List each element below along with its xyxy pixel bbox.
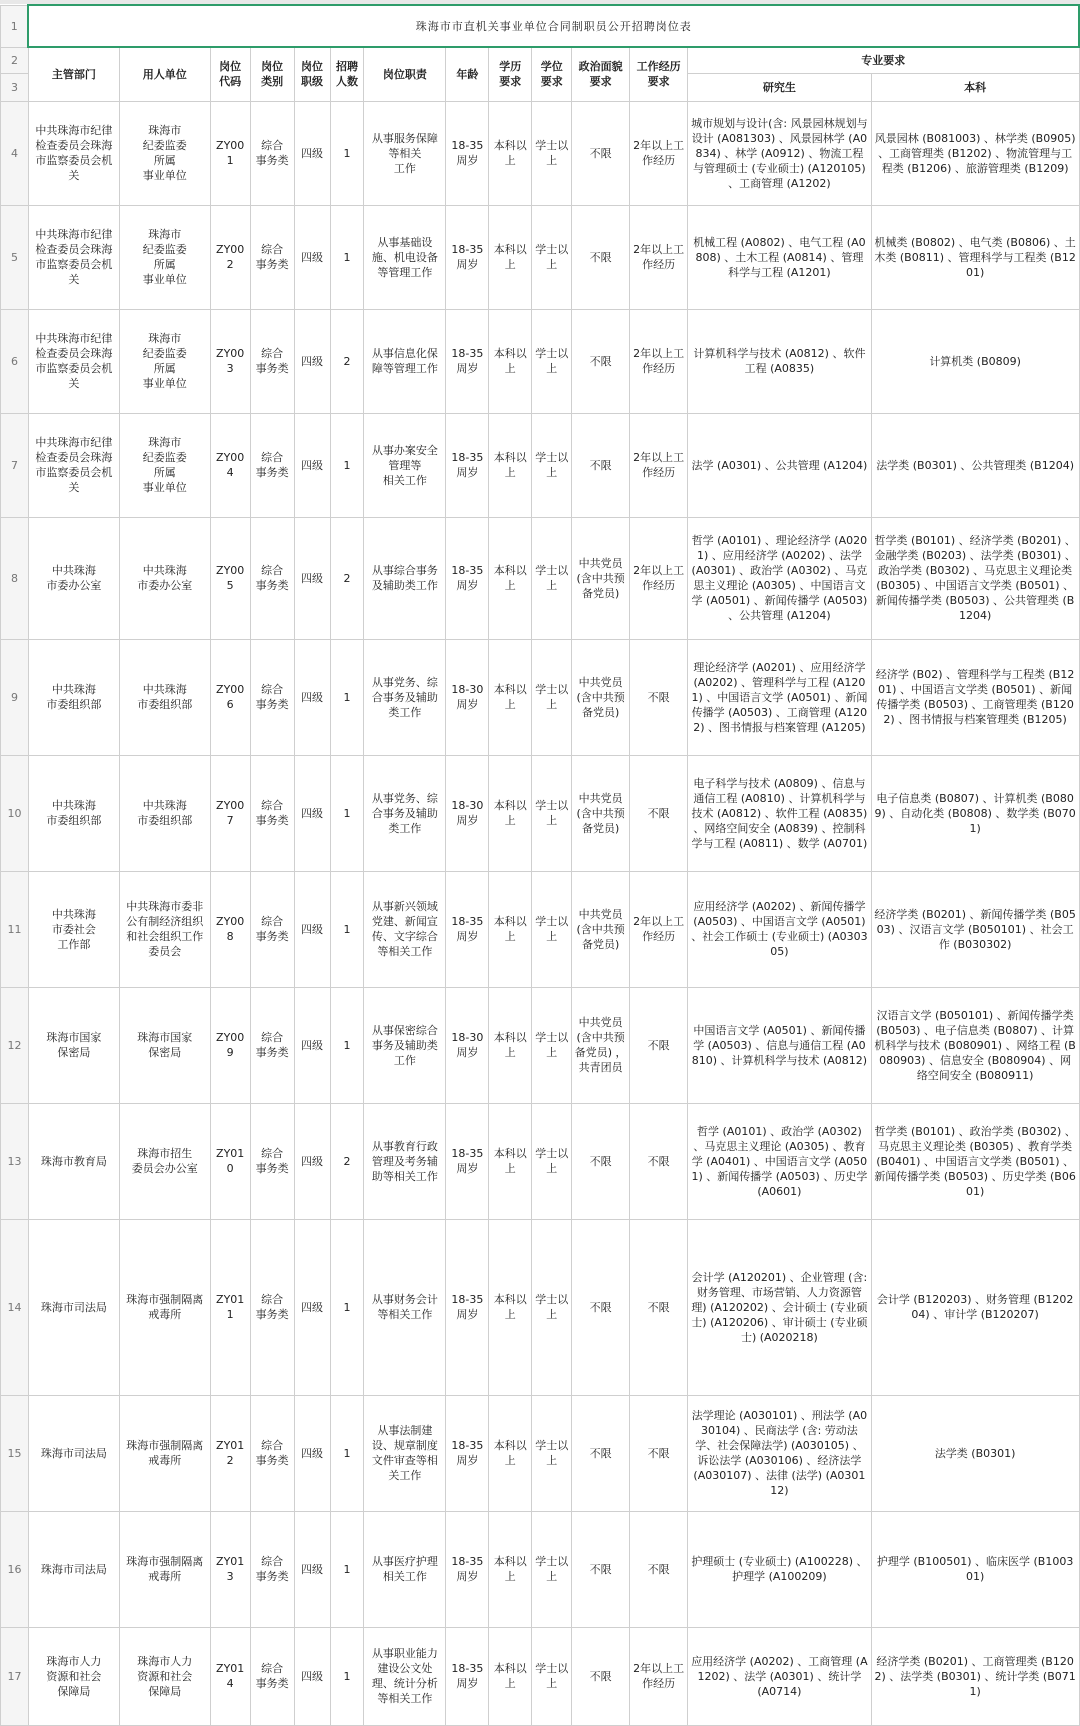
cell-edu: 本科以上 <box>489 755 532 871</box>
row-number: 11 <box>1 871 29 987</box>
cell-graduate-major: 应用经济学 (A0202) 、工商管理 (A1202) 、法学 (A0301) 、统计学 (A0714) <box>688 1627 872 1725</box>
cell-age: 18-35周岁 <box>446 871 489 987</box>
cell-graduate-major: 计算机科学与技术 (A0812) 、软件工程 (A0835) <box>688 309 872 413</box>
cell-code: ZY012 <box>210 1395 250 1511</box>
cell-level: 四级 <box>294 413 330 517</box>
cell-edu: 本科以上 <box>489 1511 532 1627</box>
row-number: 2 <box>1 47 29 73</box>
table-row <box>1 517 1080 639</box>
cell-age: 18-30周岁 <box>446 987 489 1103</box>
cell-edu: 本科以上 <box>489 1219 532 1395</box>
cell-type: 综合 事务类 <box>250 309 294 413</box>
cell-degree: 学士以上 <box>532 101 572 205</box>
cell-edu: 本科以上 <box>489 309 532 413</box>
cell-type: 综合 事务类 <box>250 1627 294 1725</box>
cell-duty: 从事法制建设、规章制度文件审查等相关工作 <box>364 1395 446 1511</box>
cell-dept: 珠海市司法局 <box>28 1511 119 1627</box>
cell-type: 综合 事务类 <box>250 101 294 205</box>
cell-code: ZY010 <box>210 1103 250 1219</box>
cell-count: 1 <box>330 871 364 987</box>
cell-graduate-major: 哲学 (A0101) 、政治学 (A0302) 、马克思主义理论 (A0305) 、教育学 (A0401) 、中国语言文学 (A0501) 、新闻传播学 (A0503) 、历史学 (A0601) <box>688 1103 872 1219</box>
cell-undergrad-major: 护理学 (B100501) 、临床医学 (B100301) <box>871 1511 1079 1627</box>
cell-undergrad-major: 法学类 (B0301) 、公共管理类 (B1204) <box>871 413 1079 517</box>
cell-level: 四级 <box>294 205 330 309</box>
cell-undergrad-major: 经济学类 (B0201) 、新闻传播学类 (B0503) 、汉语言文学 (B050101) 、社会工作 (B030302) <box>871 871 1079 987</box>
cell-employer: 中共珠海 市委组织部 <box>119 755 210 871</box>
cell-count: 2 <box>330 517 364 639</box>
cell-count: 1 <box>330 1627 364 1725</box>
cell-age: 18-35周岁 <box>446 101 489 205</box>
cell-undergrad-major: 风景园林 (B081003) 、林学类 (B0905) 、工商管理类 (B1202) 、物流管理与工程类 (B1206) 、旅游管理类 (B1209) <box>871 101 1079 205</box>
row-number: 3 <box>1 73 29 101</box>
cell-duty: 从事财务会计等相关工作 <box>364 1219 446 1395</box>
cell-code: ZY004 <box>210 413 250 517</box>
cell-politics: 不限 <box>572 101 630 205</box>
row-number: 17 <box>1 1627 29 1725</box>
cell-dept: 中共珠海市纪律检查委员会珠海市监察委员会机关 <box>28 101 119 205</box>
table-row <box>1 755 1080 871</box>
cell-experience: 不限 <box>630 639 688 755</box>
cell-dept: 中共珠海市纪律检查委员会珠海市监察委员会机关 <box>28 413 119 517</box>
header-undergrad: 本科 <box>871 73 1079 101</box>
header-dept: 主管部门 <box>28 47 119 101</box>
cell-employer: 珠海市强制隔离戒毒所 <box>119 1219 210 1395</box>
cell-employer: 中共珠海 市委组织部 <box>119 639 210 755</box>
cell-undergrad-major: 汉语言文学 (B050101) 、新闻传播学类 (B0503) 、电子信息类 (B0807) 、计算机科学与技术 (B080901) 、网络工程 (B080903) 、信息安全 (B080904) 、网络空间安全 (B080911) <box>871 987 1079 1103</box>
cell-degree: 学士以上 <box>532 413 572 517</box>
cell-duty: 从事办案安全管理等 相关工作 <box>364 413 446 517</box>
cell-code: ZY008 <box>210 871 250 987</box>
row-number: 8 <box>1 517 29 639</box>
row-number: 12 <box>1 987 29 1103</box>
cell-undergrad-major: 会计学 (B120203) 、财务管理 (B120204) 、审计学 (B120207) <box>871 1219 1079 1395</box>
cell-code: ZY003 <box>210 309 250 413</box>
cell-type: 综合 事务类 <box>250 987 294 1103</box>
cell-graduate-major: 机械工程 (A0802) 、电气工程 (A0808) 、土木工程 (A0814) 、管理科学与工程 (A1201) <box>688 205 872 309</box>
header-degree: 学位 要求 <box>532 47 572 101</box>
cell-experience: 2年以上工作经历 <box>630 205 688 309</box>
cell-degree: 学士以上 <box>532 871 572 987</box>
cell-type: 综合 事务类 <box>250 639 294 755</box>
cell-code: ZY013 <box>210 1511 250 1627</box>
cell-age: 18-35周岁 <box>446 205 489 309</box>
cell-type: 综合 事务类 <box>250 413 294 517</box>
table-row <box>1 309 1080 413</box>
cell-politics: 中共党员 (含中共预备党员) <box>572 639 630 755</box>
cell-politics: 不限 <box>572 1395 630 1511</box>
cell-code: ZY002 <box>210 205 250 309</box>
cell-politics: 不限 <box>572 1103 630 1219</box>
cell-level: 四级 <box>294 987 330 1103</box>
header-code: 岗位 代码 <box>210 47 250 101</box>
cell-type: 综合 事务类 <box>250 1103 294 1219</box>
cell-experience: 2年以上工作经历 <box>630 309 688 413</box>
table-row <box>1 987 1080 1103</box>
cell-code: ZY007 <box>210 755 250 871</box>
cell-type: 综合 事务类 <box>250 871 294 987</box>
row-number: 15 <box>1 1395 29 1511</box>
page-title: 珠海市市直机关事业单位合同制职员公开招聘岗位表 <box>28 5 1079 47</box>
row-number: 16 <box>1 1511 29 1627</box>
table-row <box>1 639 1080 755</box>
cell-duty: 从事党务、综合事务及辅助类工作 <box>364 755 446 871</box>
cell-dept: 中共珠海 市委办公室 <box>28 517 119 639</box>
cell-level: 四级 <box>294 639 330 755</box>
cell-level: 四级 <box>294 101 330 205</box>
cell-age: 18-35周岁 <box>446 413 489 517</box>
cell-count: 1 <box>330 755 364 871</box>
table-row <box>1 1103 1080 1219</box>
cell-level: 四级 <box>294 1103 330 1219</box>
header-age: 年龄 <box>446 47 489 101</box>
cell-level: 四级 <box>294 517 330 639</box>
cell-politics: 中共党员 (含中共预备党员) <box>572 755 630 871</box>
cell-duty: 从事医疗护理相关工作 <box>364 1511 446 1627</box>
cell-age: 18-35周岁 <box>446 1103 489 1219</box>
cell-employer: 珠海市人力 资源和社会 保障局 <box>119 1627 210 1725</box>
cell-degree: 学士以上 <box>532 205 572 309</box>
cell-undergrad-major: 电子信息类 (B0807) 、计算机类 (B0809) 、自动化类 (B0808) 、数学类 (B0701) <box>871 755 1079 871</box>
cell-politics: 中共党员 (含中共预备党员) <box>572 871 630 987</box>
header-duty: 岗位职责 <box>364 47 446 101</box>
cell-level: 四级 <box>294 309 330 413</box>
cell-experience: 不限 <box>630 987 688 1103</box>
cell-graduate-major: 护理硕士 (专业硕士) (A100228) 、护理学 (A100209) <box>688 1511 872 1627</box>
cell-type: 综合 事务类 <box>250 1395 294 1511</box>
cell-edu: 本科以上 <box>489 1627 532 1725</box>
cell-age: 18-35周岁 <box>446 309 489 413</box>
cell-duty: 从事新兴领域党建、新闻宣传、文字综合等相关工作 <box>364 871 446 987</box>
cell-age: 18-35周岁 <box>446 1395 489 1511</box>
cell-age: 18-30周岁 <box>446 755 489 871</box>
cell-politics: 中共党员 (含中共预备党员) <box>572 517 630 639</box>
cell-politics: 不限 <box>572 413 630 517</box>
cell-count: 2 <box>330 309 364 413</box>
row-number: 13 <box>1 1103 29 1219</box>
cell-code: ZY014 <box>210 1627 250 1725</box>
cell-undergrad-major: 经济学类 (B0201) 、工商管理类 (B1202) 、法学类 (B0301) 、统计学类 (B0711) <box>871 1627 1079 1725</box>
cell-graduate-major: 理论经济学 (A0201) 、应用经济学 (A0202) 、管理科学与工程 (A1201) 、中国语言文学 (A0501) 、新闻传播学 (A0503) 、工商管理 (A1202) 、图书情报与档案管理 (A1205) <box>688 639 872 755</box>
cell-graduate-major: 法学理论 (A030101) 、刑法学 (A030104) 、民商法学 (含: 劳动法学、社会保障法学) (A030105) 、诉讼法学 (A030106) 、经济法学 (A030107) 、法律 (法学) (A030112) <box>688 1395 872 1511</box>
cell-experience: 不限 <box>630 1103 688 1219</box>
header-graduate: 研究生 <box>688 73 872 101</box>
cell-graduate-major: 中国语言文学 (A0501) 、新闻传播学 (A0503) 、信息与通信工程 (A0810) 、计算机科学与技术 (A0812) <box>688 987 872 1103</box>
table-row <box>1 1627 1080 1725</box>
cell-degree: 学士以上 <box>532 1103 572 1219</box>
cell-experience: 2年以上工作经历 <box>630 101 688 205</box>
cell-edu: 本科以上 <box>489 639 532 755</box>
cell-age: 18-35周岁 <box>446 1627 489 1725</box>
cell-employer: 珠海市 纪委监委 所属 事业单位 <box>119 205 210 309</box>
cell-experience: 不限 <box>630 1511 688 1627</box>
cell-edu: 本科以上 <box>489 413 532 517</box>
cell-type: 综合 事务类 <box>250 1511 294 1627</box>
table-row <box>1 205 1080 309</box>
cell-graduate-major: 城市规划与设计(含: 风景园林规划与设计 (A081303) 、风景园林学 (A0834) 、林学 (A0912) 、物流工程与管理硕士 (专业硕士) (A120105) 、工商管理 (A1202) <box>688 101 872 205</box>
table-row <box>1 413 1080 517</box>
cell-level: 四级 <box>294 871 330 987</box>
cell-edu: 本科以上 <box>489 1103 532 1219</box>
cell-type: 综合 事务类 <box>250 755 294 871</box>
cell-dept: 珠海市人力 资源和社会 保障局 <box>28 1627 119 1725</box>
header-edu: 学历 要求 <box>489 47 532 101</box>
cell-dept: 珠海市司法局 <box>28 1395 119 1511</box>
cell-type: 综合 事务类 <box>250 517 294 639</box>
cell-undergrad-major: 哲学类 (B0101) 、经济学类 (B0201) 、金融学类 (B0203) 、法学类 (B0301) 、政治学类 (B0302) 、马克思主义理论类 (B0305) 、中国语言文学类 (B0501) 、新闻传播学类 (B0503) 、公共管理类 (B1204) <box>871 517 1079 639</box>
cell-edu: 本科以上 <box>489 871 532 987</box>
cell-undergrad-major: 经济学 (B02) 、管理科学与工程类 (B1201) 、中国语言文学类 (B0501) 、新闻传播学类 (B0503) 、工商管理类 (B1202) 、图书情报与档案管理类 (B1205) <box>871 639 1079 755</box>
cell-dept: 中共珠海 市委组织部 <box>28 755 119 871</box>
cell-count: 1 <box>330 1395 364 1511</box>
cell-dept: 珠海市国家 保密局 <box>28 987 119 1103</box>
cell-code: ZY001 <box>210 101 250 205</box>
cell-dept: 中共珠海市纪律检查委员会珠海市监察委员会机关 <box>28 309 119 413</box>
header-level: 岗位 职级 <box>294 47 330 101</box>
row-number: 6 <box>1 309 29 413</box>
cell-duty: 从事综合事务及辅助类工作 <box>364 517 446 639</box>
cell-employer: 珠海市招生 委员会办公室 <box>119 1103 210 1219</box>
cell-undergrad-major: 机械类 (B0802) 、电气类 (B0806) 、土木类 (B0811) 、管理科学与工程类 (B1201) <box>871 205 1079 309</box>
cell-graduate-major: 电子科学与技术 (A0809) 、信息与通信工程 (A0810) 、计算机科学与技术 (A0812) 、软件工程 (A0835) 、网络空间安全 (A0839) 、控制科学与工程 (A0811) 、数学 (A0701) <box>688 755 872 871</box>
cell-count: 1 <box>330 1219 364 1395</box>
cell-degree: 学士以上 <box>532 1511 572 1627</box>
cell-politics: 不限 <box>572 309 630 413</box>
row-number: 4 <box>1 101 29 205</box>
cell-edu: 本科以上 <box>489 101 532 205</box>
header-employer: 用人单位 <box>119 47 210 101</box>
cell-edu: 本科以上 <box>489 987 532 1103</box>
cell-code: ZY011 <box>210 1219 250 1395</box>
cell-degree: 学士以上 <box>532 639 572 755</box>
table-row <box>1 1395 1080 1511</box>
cell-code: ZY005 <box>210 517 250 639</box>
cell-age: 18-35周岁 <box>446 1511 489 1627</box>
cell-employer: 珠海市强制隔离戒毒所 <box>119 1511 210 1627</box>
cell-count: 2 <box>330 1103 364 1219</box>
cell-count: 1 <box>330 987 364 1103</box>
cell-employer: 珠海市强制隔离戒毒所 <box>119 1395 210 1511</box>
cell-age: 18-35周岁 <box>446 1219 489 1395</box>
cell-age: 18-30周岁 <box>446 639 489 755</box>
header-politics: 政治面貌 要求 <box>572 47 630 101</box>
cell-level: 四级 <box>294 1627 330 1725</box>
cell-employer: 珠海市国家 保密局 <box>119 987 210 1103</box>
cell-level: 四级 <box>294 755 330 871</box>
header-type: 岗位 类别 <box>250 47 294 101</box>
cell-politics: 不限 <box>572 1219 630 1395</box>
cell-degree: 学士以上 <box>532 1395 572 1511</box>
cell-politics: 中共党员 (含中共预备党员) ，共青团员 <box>572 987 630 1103</box>
cell-code: ZY009 <box>210 987 250 1103</box>
cell-edu: 本科以上 <box>489 205 532 309</box>
cell-experience: 2年以上工作经历 <box>630 871 688 987</box>
cell-experience: 2年以上工作经历 <box>630 1627 688 1725</box>
cell-undergrad-major: 哲学类 (B0101) 、政治学类 (B0302) 、马克思主义理论类 (B0305) 、教育学类 (B0401) 、中国语言文学类 (B0501) 、新闻传播学类 (B0503) 、历史学类 (B0601) <box>871 1103 1079 1219</box>
table-row <box>1 871 1080 987</box>
cell-employer: 中共珠海市委非公有制经济组织和社会组织工作委员会 <box>119 871 210 987</box>
cell-graduate-major: 哲学 (A0101) 、理论经济学 (A0201) 、应用经济学 (A0202) 、法学 (A0301) 、政治学 (A0302) 、马克思主义理论 (A0305) 、中国语言文学 (A0501) 、新闻传播学 (A0503) 、公共管理 (A1204) <box>688 517 872 639</box>
cell-degree: 学士以上 <box>532 1627 572 1725</box>
cell-level: 四级 <box>294 1511 330 1627</box>
cell-undergrad-major: 计算机类 (B0809) <box>871 309 1079 413</box>
row-number: 10 <box>1 755 29 871</box>
cell-count: 1 <box>330 101 364 205</box>
cell-count: 1 <box>330 413 364 517</box>
cell-graduate-major: 会计学 (A120201) 、企业管理 (含: 财务管理、市场营销、人力资源管理) (A120202) 、会计硕士 (专业硕士) (A120206) 、审计硕士 (专业硕士) (A020218) <box>688 1219 872 1395</box>
header-count: 招聘 人数 <box>330 47 364 101</box>
cell-employer: 珠海市 纪委监委 所属 事业单位 <box>119 309 210 413</box>
cell-experience: 不限 <box>630 755 688 871</box>
row-number: 14 <box>1 1219 29 1395</box>
cell-duty: 从事信息化保障等管理工作 <box>364 309 446 413</box>
cell-edu: 本科以上 <box>489 1395 532 1511</box>
cell-level: 四级 <box>294 1395 330 1511</box>
table-row <box>1 101 1080 205</box>
cell-dept: 中共珠海 市委社会 工作部 <box>28 871 119 987</box>
table-row <box>1 1219 1080 1395</box>
cell-duty: 从事基础设施、机电设备等管理工作 <box>364 205 446 309</box>
cell-count: 1 <box>330 639 364 755</box>
cell-experience: 不限 <box>630 1219 688 1395</box>
cell-duty: 从事职业能力建设公文处理、统计分析等相关工作 <box>364 1627 446 1725</box>
cell-type: 综合 事务类 <box>250 1219 294 1395</box>
header-major: 专业要求 <box>688 47 1079 73</box>
cell-graduate-major: 应用经济学 (A0202) 、新闻传播学 (A0503) 、中国语言文学 (A0501) 、社会工作硕士 (专业硕士) (A030305) <box>688 871 872 987</box>
cell-dept: 中共珠海 市委组织部 <box>28 639 119 755</box>
cell-duty: 从事教育行政管理及考务辅助等相关工作 <box>364 1103 446 1219</box>
cell-experience: 2年以上工作经历 <box>630 413 688 517</box>
cell-experience: 2年以上工作经历 <box>630 517 688 639</box>
cell-degree: 学士以上 <box>532 517 572 639</box>
cell-dept: 中共珠海市纪律检查委员会珠海市监察委员会机关 <box>28 205 119 309</box>
cell-degree: 学士以上 <box>532 1219 572 1395</box>
cell-experience: 不限 <box>630 1395 688 1511</box>
cell-politics: 不限 <box>572 1511 630 1627</box>
cell-type: 综合 事务类 <box>250 205 294 309</box>
row-number: 9 <box>1 639 29 755</box>
row-number: 5 <box>1 205 29 309</box>
cell-employer: 中共珠海 市委办公室 <box>119 517 210 639</box>
cell-degree: 学士以上 <box>532 755 572 871</box>
table-row <box>1 1511 1080 1627</box>
row-number: 7 <box>1 413 29 517</box>
cell-employer: 珠海市 纪委监委 所属 事业单位 <box>119 101 210 205</box>
cell-duty: 从事保密综合事务及辅助类工作 <box>364 987 446 1103</box>
cell-politics: 不限 <box>572 205 630 309</box>
cell-graduate-major: 法学 (A0301) 、公共管理 (A1204) <box>688 413 872 517</box>
cell-level: 四级 <box>294 1219 330 1395</box>
cell-count: 1 <box>330 205 364 309</box>
cell-code: ZY006 <box>210 639 250 755</box>
cell-duty: 从事党务、综合事务及辅助类工作 <box>364 639 446 755</box>
cell-age: 18-35周岁 <box>446 517 489 639</box>
job-table <box>0 4 1080 1726</box>
cell-edu: 本科以上 <box>489 517 532 639</box>
cell-count: 1 <box>330 1511 364 1627</box>
cell-politics: 不限 <box>572 1627 630 1725</box>
cell-employer: 珠海市 纪委监委 所属 事业单位 <box>119 413 210 517</box>
row-number: 1 <box>1 5 29 47</box>
cell-degree: 学士以上 <box>532 309 572 413</box>
cell-duty: 从事服务保障等相关 工作 <box>364 101 446 205</box>
cell-degree: 学士以上 <box>532 987 572 1103</box>
header-experience: 工作经历 要求 <box>630 47 688 101</box>
cell-dept: 珠海市司法局 <box>28 1219 119 1395</box>
cell-undergrad-major: 法学类 (B0301) <box>871 1395 1079 1511</box>
cell-dept: 珠海市教育局 <box>28 1103 119 1219</box>
